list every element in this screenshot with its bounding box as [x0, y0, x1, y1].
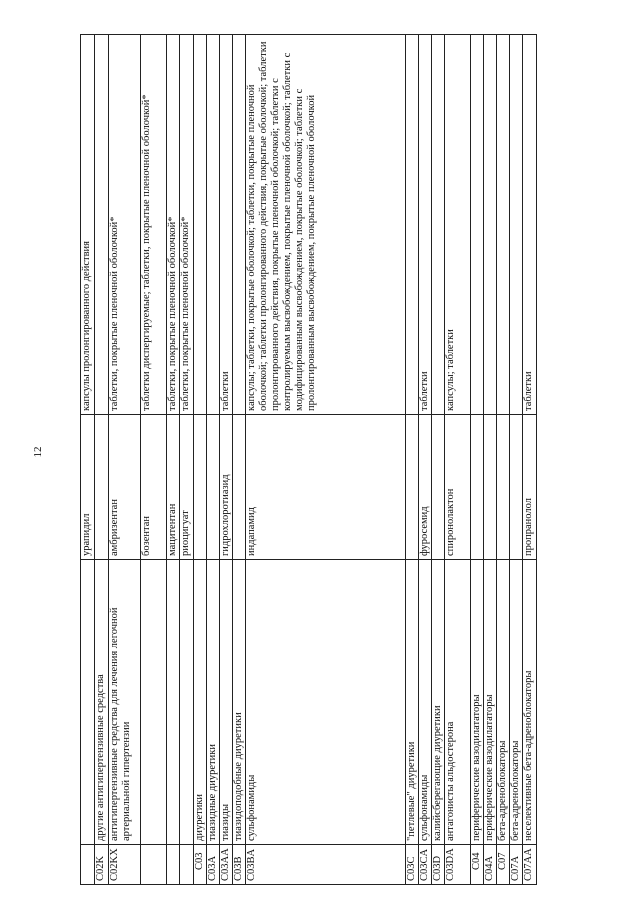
- cell-drug: урапидил: [81, 415, 95, 560]
- cell-code: C02K: [95, 845, 109, 885]
- cell-drug: индапамид: [246, 415, 406, 560]
- cell-code: C03AA: [220, 845, 233, 885]
- page-number: 12: [32, 446, 44, 458]
- cell-code: C03C: [406, 845, 419, 885]
- cell-code: C03DA: [445, 845, 471, 885]
- cell-code: C07A: [510, 845, 523, 885]
- cell-form: [471, 35, 484, 415]
- table-row: [167, 35, 180, 885]
- cell-group: антагонисты альдостерона: [445, 560, 471, 845]
- cell-group: [141, 560, 167, 845]
- cell-drug: пропранолол: [523, 415, 537, 560]
- cell-drug: [471, 415, 484, 560]
- cell-drug: [233, 415, 246, 560]
- cell-group: неселективные бета-адреноблокаторы: [523, 560, 537, 845]
- cell-group: диуретики: [194, 560, 207, 845]
- cell-group: другие антигипертензивные средства: [95, 560, 109, 845]
- cell-code: C07: [497, 845, 510, 885]
- cell-code: C04: [471, 845, 484, 885]
- cell-form: [510, 35, 523, 415]
- cell-group: периферические вазодилататоры: [471, 560, 484, 845]
- cell-code: [141, 845, 167, 885]
- cell-code: C03: [194, 845, 207, 885]
- cell-group: [180, 560, 194, 845]
- cell-drug: гидрохлоротиазид: [220, 415, 233, 560]
- table-row: [246, 35, 406, 885]
- table-row: [510, 35, 523, 885]
- table-row: [233, 35, 246, 885]
- cell-drug: [432, 415, 445, 560]
- cell-group: бета-адреноблокаторы: [510, 560, 523, 845]
- cell-drug: бозентан: [141, 415, 167, 560]
- cell-drug: [510, 415, 523, 560]
- cell-form: [233, 35, 246, 415]
- table-row: [523, 35, 537, 885]
- cell-form: [95, 35, 109, 415]
- cell-group: тиазиды: [220, 560, 233, 845]
- cell-form: таблетки, покрытые пленочной оболочкой*: [180, 35, 194, 415]
- table-row: [81, 35, 95, 885]
- cell-group: периферические вазодилататоры: [484, 560, 497, 845]
- cell-drug: фуросемид: [419, 415, 432, 560]
- cell-group: [81, 560, 95, 845]
- table-row: [141, 35, 167, 885]
- table-row: [220, 35, 233, 885]
- cell-code: C04A: [484, 845, 497, 885]
- cell-form: таблетки: [523, 35, 537, 415]
- cell-code: C07AA: [523, 845, 537, 885]
- rotated-page: [80, 35, 610, 885]
- cell-form: таблетки, покрытые пленочной оболочкой*: [109, 35, 141, 415]
- table-row: [207, 35, 220, 885]
- cell-code: C03A: [207, 845, 220, 885]
- cell-form: [432, 35, 445, 415]
- cell-group: бета-адреноблокаторы: [497, 560, 510, 845]
- cell-drug: мацитентан: [167, 415, 180, 560]
- cell-drug: [406, 415, 419, 560]
- cell-group: [167, 560, 180, 845]
- table-row: [445, 35, 471, 885]
- cell-group: калийсберегающие диуретики: [432, 560, 445, 845]
- cell-code: [167, 845, 180, 885]
- cell-code: C03B: [233, 845, 246, 885]
- cell-code: [81, 845, 95, 885]
- cell-form: [484, 35, 497, 415]
- cell-drug: [484, 415, 497, 560]
- table-row: [432, 35, 445, 885]
- cell-code: [180, 845, 194, 885]
- cell-group: сульфонамиды: [419, 560, 432, 845]
- cell-code: C03BA: [246, 845, 406, 885]
- table-row: [194, 35, 207, 885]
- table-row: [406, 35, 419, 885]
- cell-form: таблетки диспергируемые; таблетки, покрытые пленочной оболочкой*: [141, 35, 167, 415]
- cell-drug: риоцигуат: [180, 415, 194, 560]
- cell-drug: [194, 415, 207, 560]
- cell-form: капсулы; таблетки, покрытые оболочкой; таблетки, покрытые пленочной оболочкой; таблетки пролонгированного действия, покрытые оболочкой; таблетки пролонгированного действия, покрытые пленочной оболочкой; таблетки с контролируемым высвобождением, покрытые пленочной оболочкой; таблетки с модифицированным высвобождением, покрытые оболочкой; таблетки с пролонгированным высвобождением, покрытые пленочной оболочкой: [246, 35, 406, 415]
- table-row: [471, 35, 484, 885]
- cell-group: тиазидоподобные диуретики: [233, 560, 246, 845]
- cell-code: C03D: [432, 845, 445, 885]
- table-row: [95, 35, 109, 885]
- cell-form: таблетки, покрытые пленочной оболочкой*: [167, 35, 180, 415]
- cell-group: сульфонамиды: [246, 560, 406, 845]
- table-row: [419, 35, 432, 885]
- cell-drug: амбризентан: [109, 415, 141, 560]
- cell-code: C02KX: [109, 845, 141, 885]
- cell-drug: [497, 415, 510, 560]
- cell-form: [497, 35, 510, 415]
- cell-form: капсулы; таблетки: [445, 35, 471, 415]
- cell-drug: [207, 415, 220, 560]
- cell-code: C03CA: [419, 845, 432, 885]
- cell-form: [194, 35, 207, 415]
- cell-drug: спиронолактон: [445, 415, 471, 560]
- cell-group: тиазидные диуретики: [207, 560, 220, 845]
- drug-table-body: [81, 35, 537, 885]
- cell-drug: [95, 415, 109, 560]
- cell-form: [406, 35, 419, 415]
- table-row: [497, 35, 510, 885]
- table-row: [180, 35, 194, 885]
- cell-form: [207, 35, 220, 415]
- cell-group: антигипертензивные средства для лечения легочной артериальной гипертензии: [109, 560, 141, 845]
- table-row: [109, 35, 141, 885]
- cell-form: таблетки: [419, 35, 432, 415]
- cell-form: капсулы пролонгированного действия: [81, 35, 95, 415]
- table-row: [484, 35, 497, 885]
- cell-group: "петлевые" диуретики: [406, 560, 419, 845]
- drug-table: [80, 34, 537, 885]
- cell-form: таблетки: [220, 35, 233, 415]
